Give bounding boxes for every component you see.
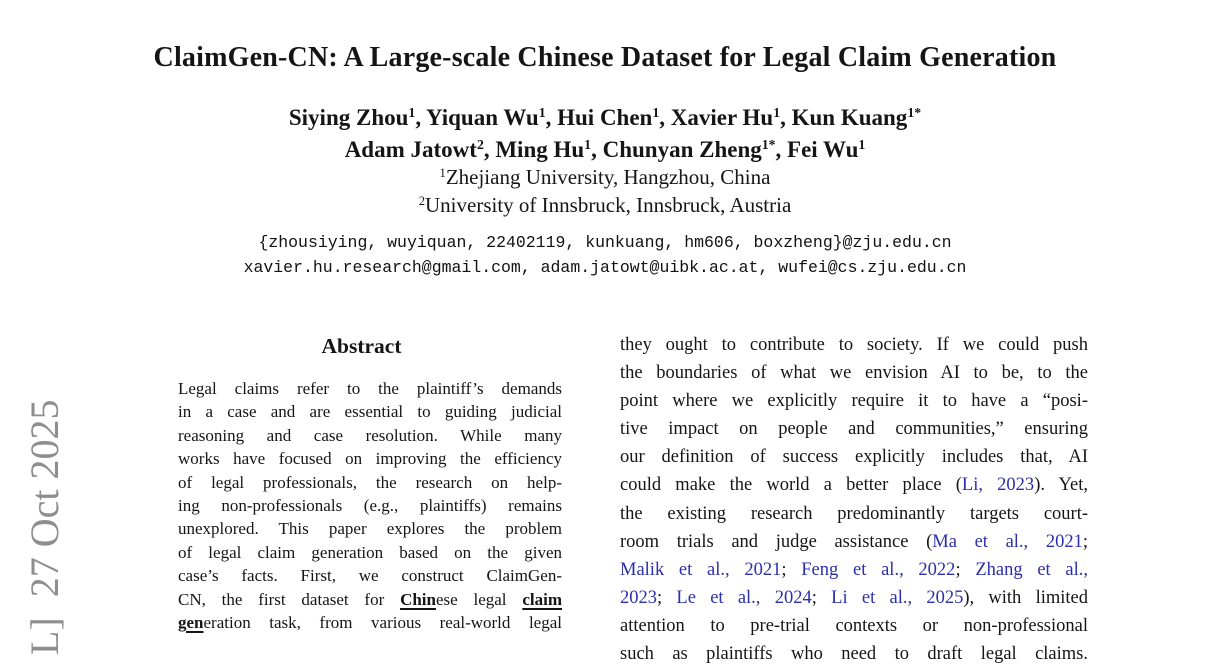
text-line: the existing research predominantly targets court- <box>620 503 1088 524</box>
superscript-marker: 1* <box>907 105 922 121</box>
text-segment: ; <box>1082 531 1088 552</box>
superscript-marker: 1 <box>538 105 546 121</box>
email-line-1: {zhousiying, wuyiquan, 22402119, kunkuang, hm606, boxzheng}@zju.edu.cn <box>258 233 952 252</box>
citation-link[interactable]: Li, 2023 <box>961 475 1035 496</box>
text-line: attention to pre-trial contexts or non-professional <box>620 615 1088 636</box>
text-segment: ). Yet, <box>1034 475 1088 496</box>
text-line: of legal claim generation based on the given <box>178 542 562 562</box>
text-line <box>620 584 1088 612</box>
superscript-marker: 1 <box>584 137 592 153</box>
text-segment: Siying Zhou <box>288 105 409 130</box>
text-line: of legal professionals, the research on help- <box>178 472 562 492</box>
text-segment: CN, the first dataset for <box>178 589 401 609</box>
citation-link[interactable]: Malik et al., 2021 <box>620 559 782 580</box>
text-segment: could make the world a better place ( <box>620 475 962 496</box>
text-line: Legal claims refer to the plaintiff’s demands <box>178 379 562 398</box>
abstract-body <box>178 377 562 634</box>
text-line <box>620 471 1088 499</box>
superscript-marker: 2 <box>418 194 425 209</box>
author-line-2 <box>5 137 1205 163</box>
highlighted-text-segment: claim <box>522 589 562 609</box>
superscript-marker: 1 <box>408 105 416 121</box>
text-segment: , Fei Wu <box>775 137 859 162</box>
highlighted-text-segment: gen <box>178 613 204 633</box>
text-segment: , Xavier Hu <box>659 105 774 130</box>
citation-link[interactable]: 2023 <box>620 587 657 608</box>
email-line-2: xavier.hu.research@gmail.com, adam.jatowt@uibk.ac.at, wufei@cs.zju.edu.cn <box>243 258 967 277</box>
affiliation-2 <box>5 193 1205 218</box>
text-segment: ), with limited <box>963 587 1088 608</box>
text-segment: ; <box>811 587 832 608</box>
affiliation-1 <box>5 165 1205 190</box>
citation-link[interactable]: Ma et al., 2021 <box>932 531 1083 552</box>
author-line-1 <box>5 105 1205 131</box>
text-line: such as plaintiffs who need to draft legal claims. <box>620 644 1088 665</box>
text-line: ing non-professionals (e.g., plaintiffs) remains <box>178 496 562 516</box>
citation-link[interactable]: Feng et al., 2022 <box>801 559 956 580</box>
superscript-marker: 1 <box>773 105 781 121</box>
superscript-marker: 2 <box>476 137 484 153</box>
text-line <box>178 611 562 634</box>
citation-link[interactable]: Zhang et al., <box>975 559 1089 580</box>
superscript-marker: 1 <box>439 166 446 181</box>
text-segment: room trials and judge assistance ( <box>620 531 933 552</box>
text-segment: Zhejiang University, Hangzhou, China <box>445 165 771 189</box>
text-line: point where we explicitly require it to have a “posi- <box>620 391 1088 412</box>
text-line: works have focused on improving the efficiency <box>178 449 562 469</box>
text-line: reasoning and case resolution. While many <box>178 425 562 445</box>
abstract-heading: Abstract <box>321 334 402 358</box>
text-line: in a case and are essential to guiding judicial <box>178 402 562 422</box>
text-segment: , Yiquan Wu <box>415 105 539 130</box>
text-segment: , Ming Hu <box>483 137 585 162</box>
text-segment: ; <box>781 559 802 580</box>
paper-title: ClaimGen-CN: A Large-scale Chinese Dataset for Legal Claim Generation <box>153 42 1057 73</box>
superscript-marker: 1 <box>652 105 660 121</box>
highlighted-text-segment: Chin <box>400 589 436 609</box>
text-line <box>178 588 562 611</box>
text-line: our definition of success explicitly includes that, AI <box>620 447 1088 468</box>
text-line <box>620 556 1088 584</box>
text-segment: , Chunyan Zheng <box>591 137 762 162</box>
text-segment: , Kun Kuang <box>780 105 908 130</box>
text-segment: Adam Jatowt <box>344 137 477 162</box>
superscript-marker: 1* <box>761 137 776 153</box>
text-segment: ; <box>657 587 677 608</box>
citation-link[interactable]: Li et al., 2025 <box>831 587 964 608</box>
arxiv-stamp-watermark: L] 27 Oct 2025 <box>22 399 67 655</box>
text-segment: University of Innsbruck, Innsbruck, Austria <box>425 193 792 217</box>
text-segment: eration task, from various real-world legal <box>203 613 562 633</box>
text-line: case’s facts. First, we construct ClaimGen- <box>178 566 562 586</box>
citation-link[interactable]: Le et al., 2024 <box>676 587 812 608</box>
superscript-marker: 1 <box>858 137 866 153</box>
text-line: they ought to contribute to society. If we could push <box>620 335 1088 355</box>
text-line: tive impact on people and communities,” ensuring <box>620 419 1088 440</box>
text-segment: ese legal <box>435 589 523 609</box>
text-segment: , Hui Chen <box>545 105 653 130</box>
text-line: the boundaries of what we envision AI to be, to the <box>620 363 1088 384</box>
introduction-column <box>620 331 1088 668</box>
text-line: unexplored. This paper explores the problem <box>178 519 562 539</box>
text-segment: ; <box>955 559 976 580</box>
text-line <box>620 528 1088 556</box>
